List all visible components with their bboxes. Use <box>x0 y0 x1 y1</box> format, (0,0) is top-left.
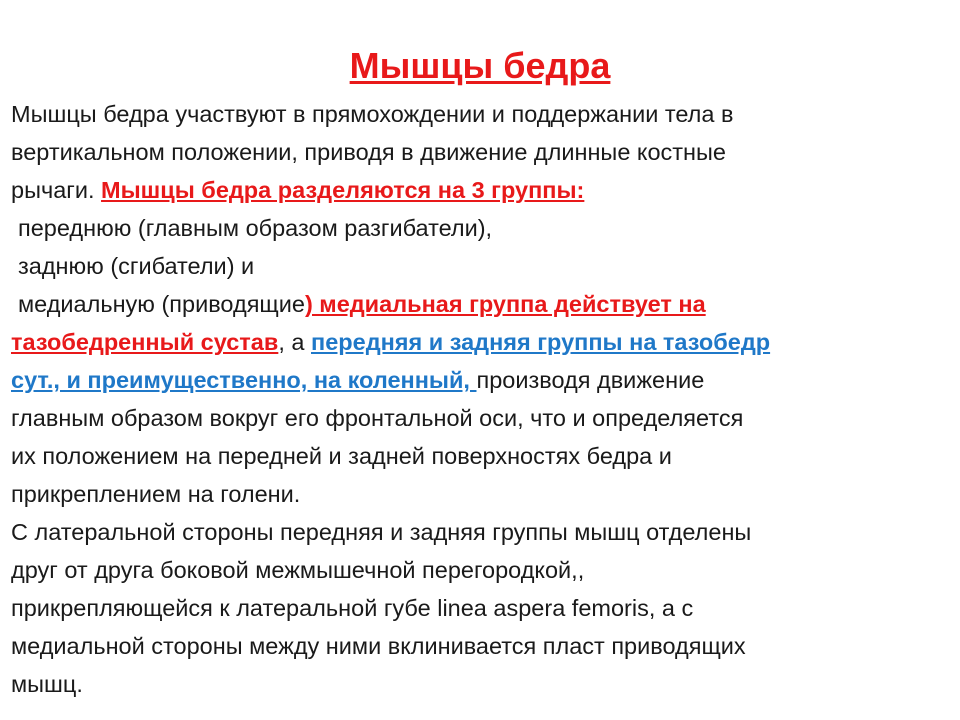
text-line <box>11 323 956 361</box>
slide-body <box>11 95 956 703</box>
group-item-medial <box>11 285 956 323</box>
text-line: Мышцы бедра участвуют в прямохождении и поддержании тела в <box>11 101 734 127</box>
groups-heading-highlight: Мышцы бедра разделяются на 3 группы: <box>101 177 585 203</box>
front-back-groups-highlight: передняя и задняя группы на тазобедр <box>311 329 771 355</box>
knee-joint-highlight: сут., и преимущественно, на коленный, <box>11 367 477 393</box>
text-line: С латеральной стороны передняя и задняя группы мышц отделены <box>11 519 752 545</box>
hip-joint-highlight: тазобедренный сустав <box>11 329 279 355</box>
text-line: медиальной стороны между ними вклинивается пласт приводящих <box>11 633 746 659</box>
slide-title: Мышцы бедра <box>349 45 611 86</box>
text-line: прикрепляющейся к латеральной губе linea aspera femoris, а с <box>11 595 694 621</box>
group-item-back: заднюю (сгибатели) и <box>18 253 255 279</box>
text-line: их положением на передней и задней поверхностях бедра и <box>11 443 672 469</box>
text-segment: , а <box>278 329 311 355</box>
text-segment: производя движение <box>476 367 705 393</box>
text-line: прикреплением на голени. <box>11 481 301 507</box>
medial-group-highlight: ) медиальная группа действует на <box>304 291 706 317</box>
text-line: друг от друга боковой межмышечной перегородкой,, <box>11 557 585 583</box>
text-segment: рычаги. <box>11 177 102 203</box>
text-line: вертикальном положении, приводя в движение длинные костные <box>11 139 726 165</box>
text-line <box>11 171 956 209</box>
text-line <box>11 361 956 399</box>
text-line: главным образом вокруг его фронтальной оси, что и определяется <box>11 405 744 431</box>
text-line: мышц. <box>11 671 83 697</box>
group-item-front: переднюю (главным образом разгибатели), <box>18 215 493 241</box>
text-segment: медиальную (приводящие <box>18 291 305 317</box>
